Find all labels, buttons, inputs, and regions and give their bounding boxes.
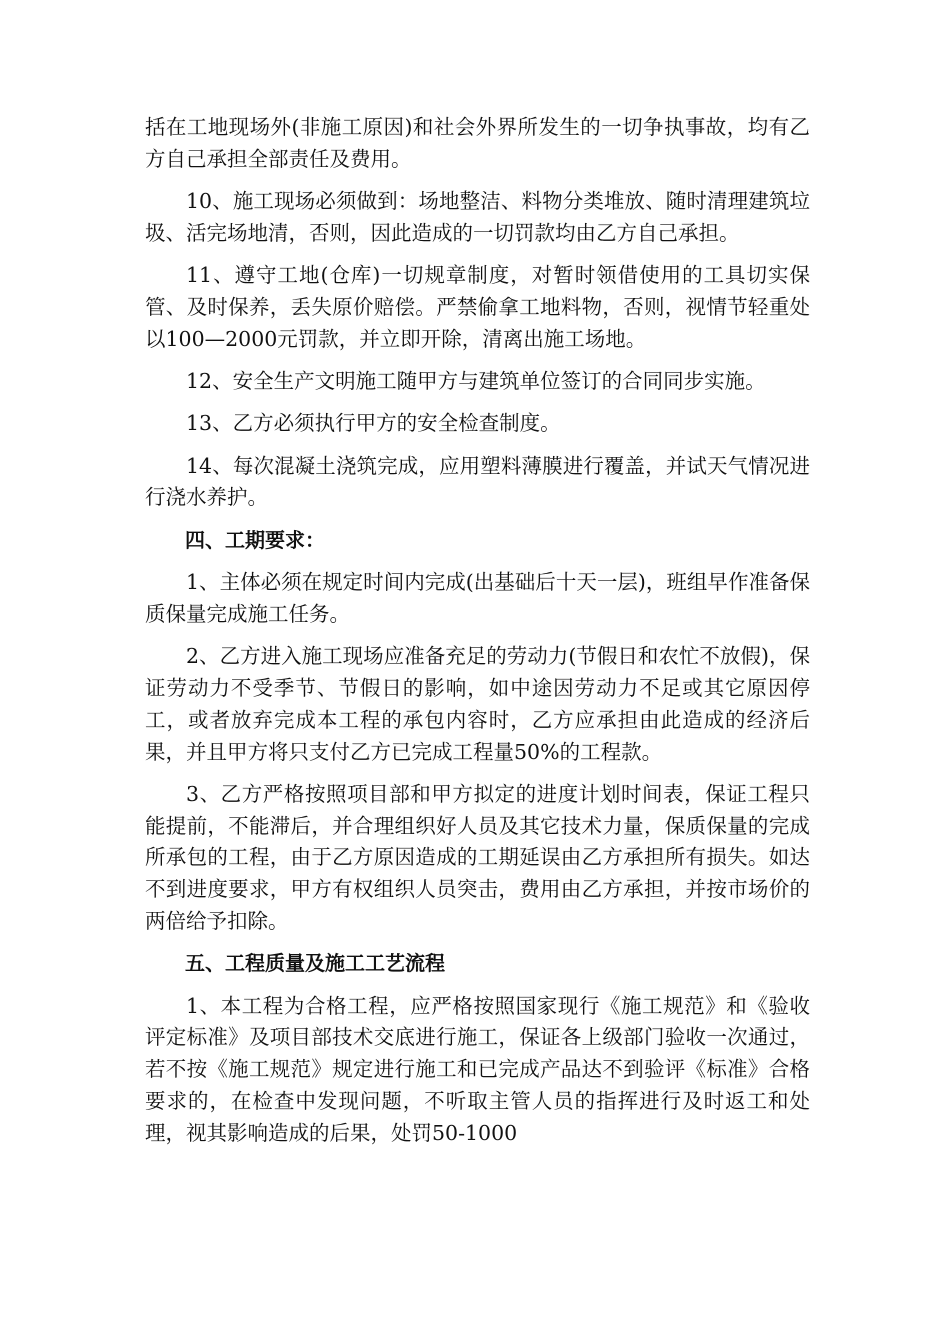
paragraph-schedule-1: 1、主体必须在规定时间内完成(出基础后十天一层)，班组早作准备保质保量完成施工任务。	[145, 570, 810, 626]
paragraph-quality-1: 1、本工程为合格工程，应严格按照国家现行《施工规范》和《验收评定标准》及项目部技术交底进行施工，保证各上级部门验收一次通过，若不按《施工规范》规定进行施工和已完成产品达不到验评《标准》合格要求的，在检查中发现问题，不听取主管人员的指挥进行及时返工和处理，视其影响造成的后果，处罚50-1000	[145, 993, 810, 1145]
paragraph-item-12: 12、安全生产文明施工随甲方与建筑单位签订的合同同步实施。	[186, 369, 766, 394]
paragraph-item-10: 10、施工现场必须做到：场地整洁、料物分类堆放、随时清理建筑垃圾、活完场地清，否则，因此造成的一切罚款均由乙方自己承担。	[145, 189, 810, 245]
section-heading-schedule: 四、工期要求：	[185, 527, 325, 552]
paragraph-item-14: 14、每次混凝土浇筑完成，应用塑料薄膜进行覆盖，并试天气情况进行浇水养护。	[145, 453, 810, 510]
paragraph-continuation: 括在工地现场外(非施工原因)和社会外界所发生的一切争执事故，均有乙方自己承担全部责任及费用。	[145, 115, 810, 171]
paragraph-item-13: 13、乙方必须执行甲方的安全检查制度。	[186, 411, 561, 436]
section-heading-quality: 五、工程质量及施工工艺流程	[185, 951, 445, 976]
paragraph-schedule-2: 2、乙方进入施工现场应准备充足的劳动力(节假日和农忙不放假)，保证劳动力不受季节、节假日的影响，如中途因劳动力不足或其它原因停工，或者放弃完成本工程的承包内容时，乙方应承担由此造成的经济后果，并且甲方将只支付乙方已完成工程量50%的工程款。	[145, 644, 810, 764]
paragraph-schedule-3: 3、乙方严格按照项目部和甲方拟定的进度计划时间表，保证工程只能提前，不能滞后，并合理组织好人员及其它技术力量，保质保量的完成所承包的工程，由于乙方原因造成的工期延误由乙方承担所有损失。如达不到进度要求，甲方有权组织人员突击，费用由乙方承担，并按市场价的两倍给予扣除。	[145, 781, 810, 934]
document-body	[145, 112, 810, 1160]
paragraph-item-11: 11、遵守工地(仓库)一切规章制度，对暂时领借使用的工具切实保管、及时保养，丢失原价赔偿。严禁偷拿工地料物，否则，视情节轻重处以100—2000元罚款，并立即开除，清离出施工场地。	[145, 263, 810, 351]
